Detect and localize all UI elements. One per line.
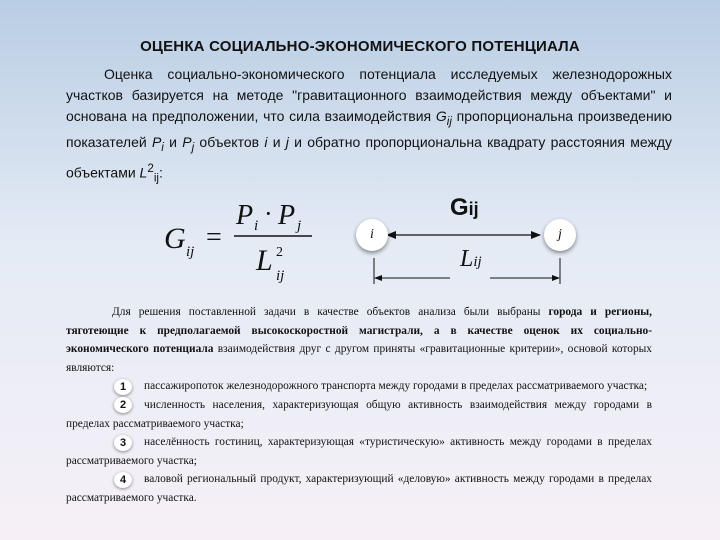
- item-text: населённость гостиниц, характеризующая «туристическую» активность между городами в пределах рассматриваемого участка;: [66, 436, 652, 467]
- var-l: L: [139, 164, 148, 181]
- var-p: P: [151, 133, 162, 150]
- var-j: j: [285, 133, 289, 150]
- intro-text: Оценка социально-экономического потенциала исследуемых железнодорожных участков базируется на методе "гравитационного взаимодействия между объектами" и основана на предположении, что сила взаимодействия: [66, 66, 672, 124]
- distance-l: L: [460, 246, 474, 272]
- var-l-sub: ij: [153, 171, 160, 185]
- list-item: [66, 470, 652, 507]
- formula-pi-sub: i: [254, 218, 259, 234]
- force-sub: ij: [468, 199, 479, 219]
- intro-text: и: [267, 133, 286, 150]
- criteria-section: [66, 303, 652, 508]
- formula-dot: ·: [264, 199, 273, 228]
- formula-l: L: [256, 244, 273, 277]
- var-g-sub: ij: [446, 114, 452, 128]
- var-i: i: [264, 133, 268, 150]
- item-text: численность населения, характеризующая общую активность взаимодействия между городами в пределах рассматриваемого участка;: [66, 398, 652, 430]
- list-item: [66, 396, 652, 433]
- body-text: Для решения поставленной задачи в качестве объектов анализа были выбраны: [112, 306, 549, 318]
- intro-text: объектов: [194, 133, 265, 150]
- intro-text: пропорциональна произведению показателей: [66, 108, 672, 150]
- node-i: i: [356, 219, 388, 251]
- body-text: взаимодействия друг с другом приняты «гравитационные критерии», основой которых являются:: [66, 343, 653, 374]
- var-p: P: [182, 133, 192, 150]
- intro-text: и обратно пропорциональна квадрату расстояния между объектами: [66, 133, 672, 181]
- formula-p: P: [278, 200, 296, 231]
- body-bold-text: города и регионы, тяготеющие к предполагаемой высокоскоростной магистрали, а в качестве оценок их социально-экономического потенциала: [66, 306, 652, 356]
- formula-p: P: [236, 200, 254, 231]
- gravity-formula: [160, 198, 330, 288]
- var-pj-sub: j: [191, 140, 195, 154]
- item-number-badge: 3: [114, 435, 132, 451]
- page-title: ОЦЕНКА СОЦИАЛЬНО-ЭКОНОМИЧЕСКОГО ПОТЕНЦИАЛА: [140, 38, 580, 55]
- formula-pj-sub: j: [297, 218, 302, 234]
- force-g: G: [450, 194, 469, 221]
- formula-g-sub: ij: [186, 244, 195, 260]
- intro-text: :: [159, 164, 163, 181]
- item-text: валовой региональный продукт, характеризующий «деловую» активность между городами в пределах рассматриваемого участка.: [66, 473, 652, 504]
- var-g: G: [435, 108, 447, 124]
- distance-label: [460, 246, 482, 273]
- formula-l-sub: ij: [276, 268, 285, 284]
- formula-l-sup: 2: [276, 245, 283, 260]
- intro-paragraph: [66, 64, 672, 188]
- list-item: [66, 377, 652, 396]
- item-text: пассажиропоток железнодорожного транспорта между городами в пределах рассматриваемого участка;: [144, 380, 648, 393]
- item-number-badge: 1: [114, 379, 132, 395]
- criteria-intro: [66, 303, 652, 377]
- force-label: [450, 194, 479, 222]
- formula-g: G: [164, 222, 186, 255]
- list-item: [66, 433, 652, 470]
- var-pi-sub: i: [161, 140, 164, 154]
- gravity-diagram: [350, 190, 600, 290]
- formula-equals: =: [206, 222, 222, 253]
- distance-sub: ij: [473, 254, 482, 270]
- item-number-badge: 2: [114, 397, 132, 413]
- intro-text: и: [163, 133, 183, 150]
- node-j: j: [544, 219, 576, 251]
- var-l-sup: 2: [147, 161, 154, 175]
- item-number-badge: 4: [114, 472, 132, 488]
